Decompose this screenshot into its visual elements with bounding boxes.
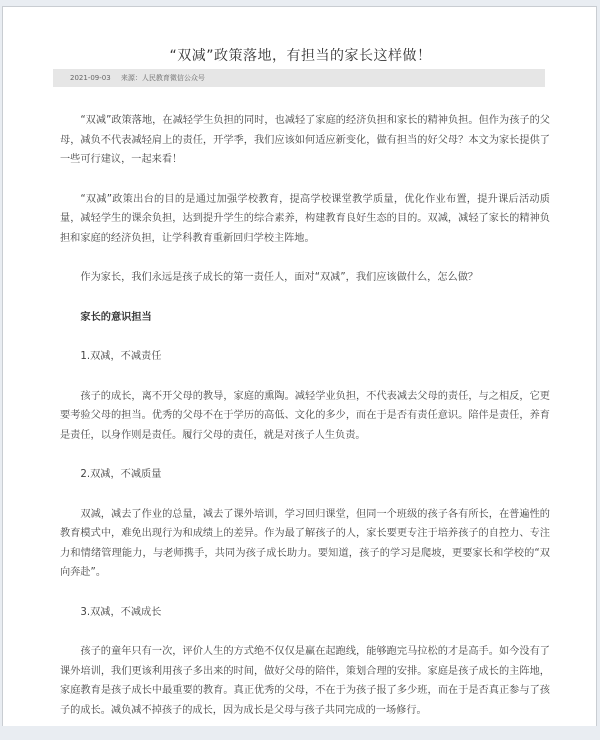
paragraph-question: 作为家长，我们永远是孩子成长的第一责任人，面对“双减”，我们应该做什么，怎么做？ — [80, 272, 479, 283]
article-page — [2, 6, 597, 726]
paragraph-quality: 双减，减去了作业的总量，减去了课外培训，学习回归课堂，但同一个班级的孩子各有所长，在普遍性的教育模式中，难免出现行为和成绩上的差异。作为最了解孩子的人，家长要更专注于培养孩子的自控力、专注力和情绪管理能力，与老师携手，共同为孩子成长助力。要知道，孩子的学习是爬坡，更要家长和学校的“双向奔赴”。 — [60, 508, 550, 578]
paragraph-intro: “双减”政策落地，在减轻学生负担的同时，也减轻了家庭的经济负担和家长的精神负担。但作为孩子的父母，减负不代表减轻肩上的责任，开学季，我们应该如何适应新变化，做有担当的好父母？本文为家长提供了一些可行建议，一起来看！ — [60, 115, 550, 165]
subheading-3: 3.双减，不减成长 — [80, 606, 162, 618]
paragraph-responsibility: 孩子的成长，离不开父母的教导，家庭的熏陶。减轻学业负担，不代表减去父母的责任，与之相反，它更要考验父母的担当。优秀的父母不在于学历的高低、文化的多少，而在于是否有责任意识。陪伴是责任，养育是责任，以身作则是责任。履行父母的责任，就是对孩子人生负责。 — [60, 390, 550, 441]
section-heading: 家长的意识担当 — [80, 311, 152, 323]
paragraph-growth: 孩子的童年只有一次，评价人生的方式绝不仅仅是赢在起跑线，能够跑完马拉松的才是高手。如今没有了课外培训，我们更该利用孩子多出来的时间，做好父母的陪伴，策划合理的安排。家庭是孩子成长的主阵地，家庭教育是孩子成长中最重要的教育。真正优秀的父母，不在于为孩子报了多少班，而在于是否真正参与了孩子的成长。减负减不掉孩子的成长，因为成长是父母与孩子共同完成的一场修行。 — [60, 646, 550, 716]
subheading-1: 1.双减，不减责任 — [80, 351, 162, 362]
article-body — [60, 111, 550, 740]
article-source: 来源：人民教育微信公众号 — [120, 74, 205, 82]
article-title: “双减”政策落地，有担当的家长这样做！ — [169, 48, 432, 64]
publish-date: 2021-09-03 — [70, 74, 111, 82]
paragraph-purpose: “双减”政策出台的目的是通过加强学校教育，提高学校课堂教学质量，优化作业布置，提升课后活动质量，减轻学生的课余负担，达到提升学生的综合素养，构建教育良好生态的目的。双减，减轻了家长的精神负担和家庭的经济负担，让学科教育重新回归学校主阵地。 — [60, 193, 550, 244]
article-meta-bar — [53, 69, 545, 87]
subheading-2: 2.双减，不减质量 — [80, 469, 162, 480]
